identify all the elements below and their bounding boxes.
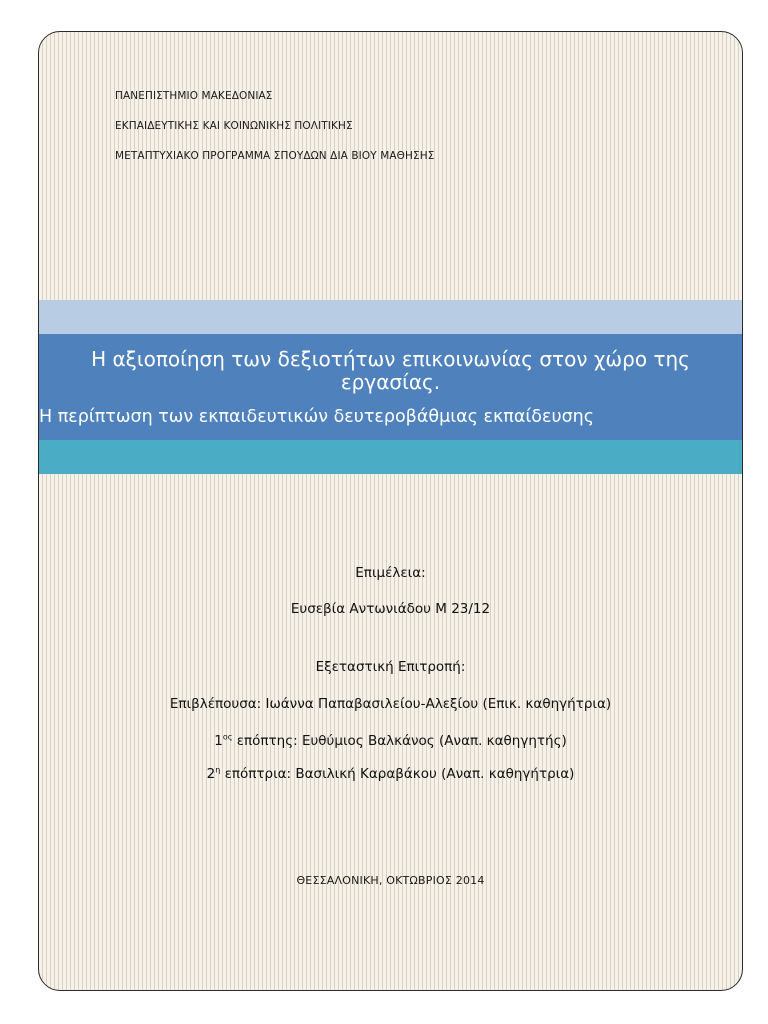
department-name: ΕΚΠΑΙΔΕΥΤΙΚΗΣ ΚΑΙ ΚΟΙΝΩΝΙΚΗΣ ΠΟΛΙΤΙΚΗΣ [115, 120, 353, 132]
cover-page [38, 31, 743, 991]
title-band-bottom [39, 440, 742, 474]
author-name: Ευσεβία Αντωνιάδου Μ 23/12 [290, 601, 491, 617]
thesis-title [39, 348, 742, 394]
program-name: ΜΕΤΑΠΤΥΧΙΑΚΟ ΠΡΟΓΡΑΜΜΑ ΣΠΟΥΔΩΝ ΔΙΑ ΒΙΟΥ ΜΑΘΗΣΗΣ [115, 150, 435, 162]
thesis-subtitle: Η περίπτωση των εκπαιδευτικών δευτεροβάθμιας εκπαίδευσης [39, 407, 595, 427]
advisor-2-number: 2 [206, 766, 216, 782]
title-band-top [39, 300, 742, 334]
author-label: Επιμέλεια: [355, 565, 426, 581]
place-date: ΘΕΣΣΑΛΟΝΙΚΗ, ΟΚΤΩΒΡΙΟΣ 2014 [296, 874, 485, 887]
advisor-1-number: 1 [214, 733, 223, 749]
advisor-2-text: επόπτρια: Βασιλική Καραβάκου (Αναπ. καθηγήτρια) [220, 766, 575, 782]
thesis-title-line-1: Η αξιοποίηση των δεξιοτήτων επικοινωνίας στον χώρο της [91, 347, 690, 371]
advisor-2-line [39, 766, 742, 782]
university-name: ΠΑΝΕΠΙΣΤΗΜΙΟ ΜΑΚΕΔΟΝΙΑΣ [115, 90, 273, 102]
advisor-1-line [39, 733, 742, 749]
thesis-title-line-2: εργασίας. [340, 370, 441, 394]
advisor-1-text: επόπτης: Ευθύμιος Βαλκάνος (Αναπ. καθηγητής) [232, 733, 567, 749]
supervisor-line: Επιβλέπουσα: Ιωάννα Παπαβασιλείου-Αλεξίου (Επικ. καθηγήτρια) [169, 696, 612, 712]
institution-header [115, 88, 434, 178]
title-band [39, 334, 742, 440]
committee-label: Εξεταστική Επιτροπή: [315, 659, 466, 675]
advisor-2-ordinal: η [215, 765, 221, 775]
advisor-1-ordinal: ος [222, 732, 233, 742]
